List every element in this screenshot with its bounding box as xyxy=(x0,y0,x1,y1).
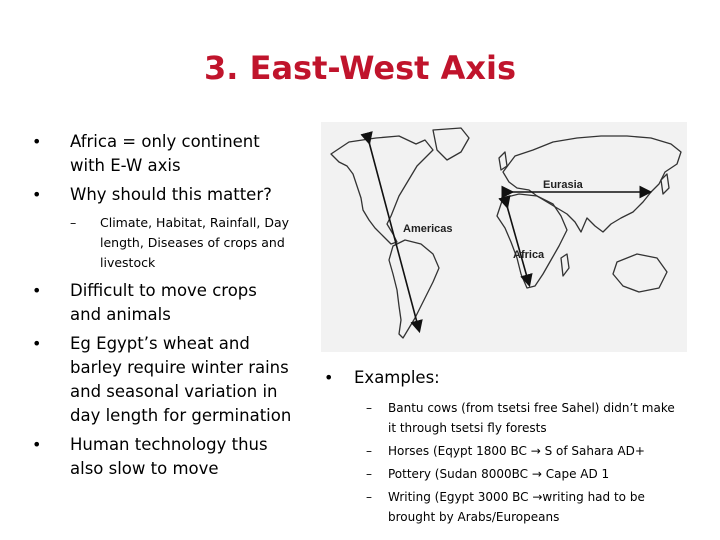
world-map xyxy=(321,122,687,352)
sub-bullet-text-after-arrow: S of Sahara AD+ xyxy=(540,444,645,458)
africa-axis-line xyxy=(507,206,529,284)
americas-axis-line xyxy=(369,142,419,330)
britain-landmass xyxy=(499,152,507,170)
sub-bullet-text: Climate, Habitat, Rainfall, Day length, Diseases of crops and livestock xyxy=(100,215,290,270)
bullet-text: Eg Egypt’s wheat and barley require winter rains and seasonal variation in day length for germination xyxy=(70,334,292,425)
bullet-item xyxy=(322,366,682,390)
bullet-text: Difficult to move crops and animals xyxy=(70,281,257,324)
bullet-text: Africa = only continent with E-W axis xyxy=(70,132,260,175)
eurasia-label: Eurasia xyxy=(543,179,583,191)
sub-bullet-text-after-arrow: writing had to be brought by Arabs/Europeans xyxy=(388,490,645,524)
sub-bullet-item xyxy=(322,441,682,461)
bullet-item xyxy=(30,130,292,178)
sub-bullet-item xyxy=(30,213,292,273)
bullet-marker: • xyxy=(32,132,42,151)
south-america-landmass xyxy=(389,240,439,338)
sub-bullet-text: Bantu cows (from tsetsi free Sahel) didn’t make it through tsetsi fly forests xyxy=(388,401,675,435)
eurasia-landmass xyxy=(503,136,681,232)
dash-marker: – xyxy=(366,490,372,504)
americas-label: Americas xyxy=(403,223,453,235)
dash-marker: – xyxy=(70,215,77,230)
slide-title: 3. East-West Axis xyxy=(204,49,516,87)
bullet-marker: • xyxy=(324,368,334,387)
bullet-marker: • xyxy=(32,435,42,454)
sub-bullet-text-before-arrow: Horses (Eqypt 1800 BC xyxy=(388,444,531,458)
sub-bullet-item xyxy=(322,398,682,438)
bullet-marker: • xyxy=(32,281,42,300)
arrow-icon: → xyxy=(530,444,541,458)
sub-bullet-item xyxy=(322,487,682,527)
bullet-marker: • xyxy=(32,185,42,204)
bullet-item xyxy=(30,332,292,428)
bullet-marker: • xyxy=(32,334,42,353)
bullet-text: Why should this matter? xyxy=(70,185,272,204)
bullet-item xyxy=(30,279,292,327)
bullet-text: Human technology thus also slow to move xyxy=(70,435,268,478)
bullet-item xyxy=(30,433,292,481)
madagascar-landmass xyxy=(561,254,569,276)
dash-marker: – xyxy=(366,467,372,481)
dash-marker: – xyxy=(366,444,372,458)
africa-label: Africa xyxy=(513,249,545,261)
australia-landmass xyxy=(613,254,667,292)
arrow-icon: → xyxy=(532,490,543,504)
right-text-column xyxy=(322,366,682,527)
greenland-landmass xyxy=(433,128,469,160)
bullet-item xyxy=(30,183,292,207)
left-text-column xyxy=(30,130,292,481)
sub-bullet-text-after-arrow: Cape AD 1 xyxy=(541,467,610,481)
bullet-text: Examples: xyxy=(354,368,440,387)
sub-bullet-text-before-arrow: Writing (Egypt 3000 BC xyxy=(388,490,533,504)
sub-bullet-text-before-arrow: Pottery (Sudan 8000BC xyxy=(388,467,532,481)
sub-bullet-item xyxy=(322,464,682,484)
dash-marker: – xyxy=(366,401,372,415)
arrow-icon: → xyxy=(531,467,542,481)
